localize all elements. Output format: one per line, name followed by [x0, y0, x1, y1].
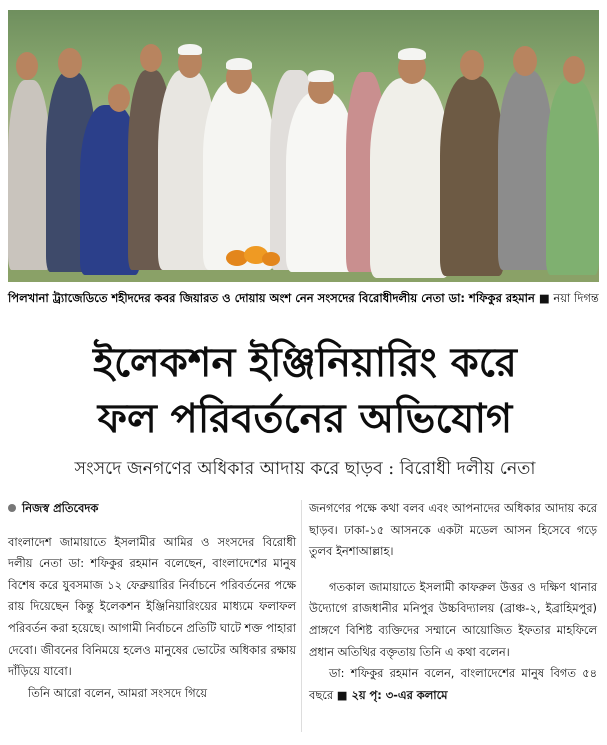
person [370, 78, 450, 278]
head [563, 56, 585, 84]
person [440, 76, 504, 276]
head [16, 52, 38, 80]
byline [8, 498, 296, 520]
continued-label: ■ ২য় পৃ: ৩-এর কলামে [336, 687, 448, 702]
person [203, 80, 275, 270]
caption-text: পিলখানা ট্র্যাজেডিতে শহীদদের কবর জিয়ারত ও দোয়ায় অংশ নেন সংসদের বিরোধীদলীয় নেতা ডা: শফিকুর রহমান [8, 291, 535, 305]
subheadline: সংসদে জনগণের অধিকার আদায় করে ছাড়ব : বিরোধী দলীয় নেতা [74, 459, 536, 479]
bullet-icon [8, 504, 16, 512]
news-photo [8, 10, 599, 282]
person [546, 80, 599, 275]
prayer-cap [226, 58, 252, 70]
prayer-cap [178, 44, 202, 55]
head [58, 48, 82, 78]
headline-line-2: ফল পরিবর্তনের অভিযোগ [97, 395, 513, 442]
article-column-left [8, 498, 296, 704]
head [108, 84, 130, 112]
column-divider [301, 500, 302, 732]
head [460, 50, 484, 80]
article-column-right [309, 498, 597, 706]
head [513, 46, 537, 76]
reporter-name: নিজস্ব প্রতিবেদক [22, 501, 99, 515]
head [140, 44, 162, 72]
flower-wreath [262, 252, 280, 266]
paragraph-text: ডা: শফিকুর রহমান বলেন, বাংলাদেশের মানুষ বিগত ৫৪ বছরে [309, 666, 597, 702]
headline-line-1: ইলেকশন ইঞ্জিনিয়ারিং করে [93, 339, 517, 386]
person [8, 80, 50, 270]
paragraph: জনগণের পক্ষে কথা বলব এবং আপনাদের অধিকার আদায় করে ছাড়ব। ঢাকা-১৫ আসনকে একটা মডেল আসন হিসেবে গড়ে তুলব ইনশাআল্লাহ। [309, 501, 597, 559]
paragraph [309, 663, 597, 706]
person [498, 70, 553, 270]
prayer-cap [398, 48, 426, 60]
paragraph: তিনি আরো বলেন, আমরা সংসদে গিয়ে [28, 685, 207, 700]
prayer-cap [308, 70, 334, 82]
photo-caption [8, 288, 599, 308]
caption-source: ■ নয়া দিগন্ত [538, 291, 599, 305]
paragraph: গতকাল জামায়াতে ইসলামী কাফরুল উত্তর ও দক্ষিণ থানার উদ্যোগে রাজধানীর মনিপুর উচ্চবিদ্যালয় (ব্রাঞ্চ-২, ইব্রাহিমপুর) প্রাঙ্গণে বিশিষ্ট ব্যক্তিদের সম্মানে আয়োজিত ইফতার মাহফিলে প্রধান অতিথির বক্তৃতায় তিনি এ কথা বলেন। [309, 579, 597, 659]
paragraph: বাংলাদেশ জামায়াতে ইসলামীর আমির ও সংসদের বিরোধী দলীয় নেতা ডা: শফিকুর রহমান বলেছেন, বাংলাদেশের মানুষ বিশেষ করে যুবসমাজ ১২ ফেব্রুয়ারির নির্বাচনে পরিবর্তনের পক্ষে রায় দিয়েছেন কিন্তু ইলেকশন ইঞ্জিনিয়ারিংয়ের মাধ্যমে ফলাফল পরিবর্তন করা হয়েছে। আগামী নির্বাচনে প্রতিটি ঘাটে শক্ত পাহারা দেবো। জীবনের বিনিময়ে হলেও মানুষের ভোটের অধিকার রক্ষায় দাঁড়িয়ে যাবো। [8, 534, 296, 679]
